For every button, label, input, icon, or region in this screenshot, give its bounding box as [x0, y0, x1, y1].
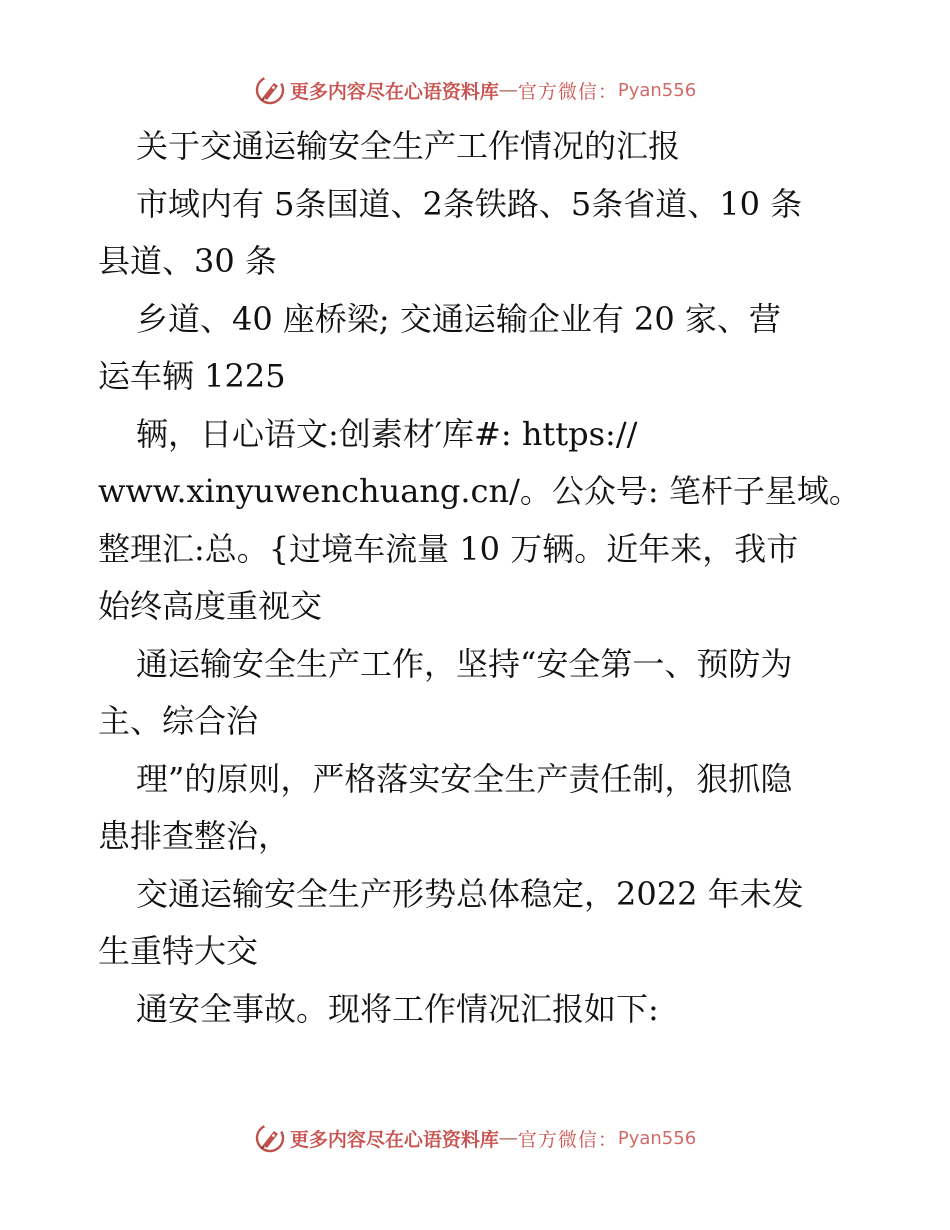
paragraph-line: 县道、30 条: [98, 242, 277, 280]
paragraph-line: 主、综合治: [98, 702, 259, 740]
footer-banner: [0, 1118, 950, 1158]
paragraph-line: 始终高度重视交: [98, 587, 323, 625]
paragraph-line: 乡道、40 座桥梁; 交通运输企业有 20 家、营: [136, 299, 781, 338]
paragraph-line: 运车辆 1225: [98, 357, 286, 395]
banner-brand-text: 更多内容尽在心语资料库: [289, 1128, 499, 1151]
paragraph-line: 辆，日心语文:创素材′库#: https://: [136, 414, 638, 453]
paragraph-line: 生重特大交: [98, 932, 259, 970]
paragraph-line: 整理汇:总。{过境车流量 10 万辆。近年来，我市: [98, 529, 799, 568]
banner-wechat-id: Pyan556: [617, 79, 697, 101]
document-body: [98, 118, 861, 1038]
banner-dash: —: [498, 1127, 518, 1149]
banner-brand-text: 更多内容尽在心语资料库: [289, 80, 499, 103]
banner-contact-label: 官方微信：: [517, 80, 618, 103]
paragraph-line: 通运输安全生产工作，坚持“安全第一、预防为: [136, 644, 793, 683]
banner-contact-label: 官方微信：: [517, 1128, 618, 1151]
fountain-pen-logo-icon: [254, 74, 286, 106]
paragraph-line: 市域内有 5条国道、2条铁路、5条省道、10 条: [136, 184, 803, 223]
paragraph-line: 患排查整治，: [98, 817, 291, 855]
fountain-pen-logo-icon: [254, 1122, 286, 1154]
header-banner: [0, 70, 950, 110]
paragraph-line: 理”的原则，严格落实安全生产责任制，狠抓隐: [136, 759, 793, 798]
paragraph-line: 交通运输安全生产形势总体稳定，2022 年未发: [136, 874, 804, 913]
banner-dash: —: [498, 79, 518, 101]
paragraph-line: 通安全事故。现将工作情况汇报如下:: [136, 989, 659, 1028]
paragraph-line: www.xinyuwenchuang.cn/。公众号: 笔杆子星域。: [98, 472, 861, 510]
banner-wechat-id: Pyan556: [617, 1127, 697, 1149]
document-title: 关于交通运输安全生产工作情况的汇报: [136, 127, 681, 165]
